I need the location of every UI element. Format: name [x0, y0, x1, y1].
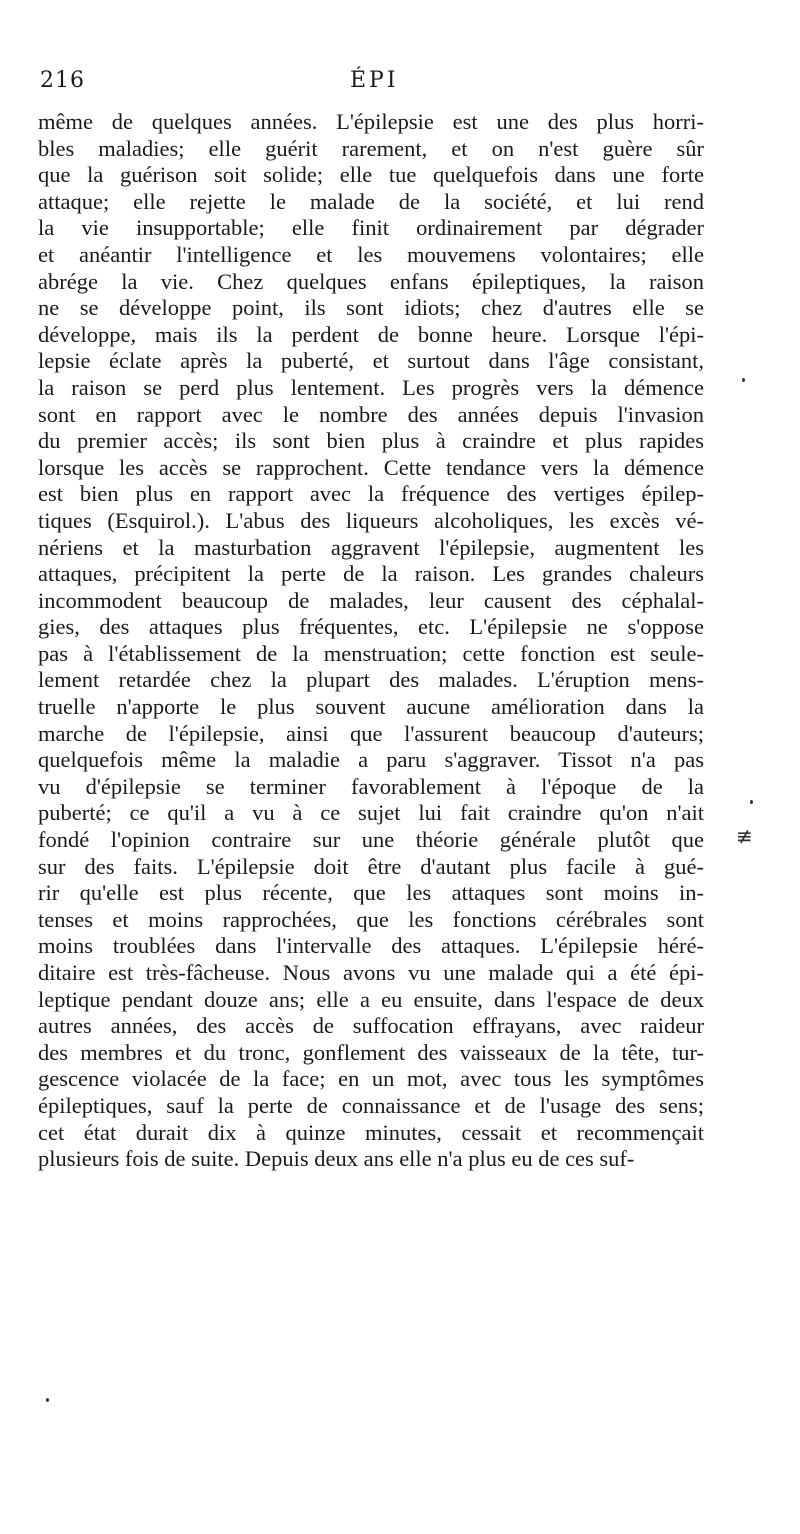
- ink-speck: [750, 800, 753, 804]
- text-line: leptique pendant douze ans; elle a eu ensuite, dans l'espace de deux: [38, 986, 704, 1012]
- text-line: autres années, des accès de suffocation effrayans, avec raideur: [38, 1013, 704, 1039]
- text-line: attaques, précipitent la perte de la raison. Les grandes chaleurs: [38, 561, 704, 587]
- text-line: épileptiques, sauf la perte de connaissance et de l'usage des sens;: [38, 1092, 704, 1118]
- text-line: abrége la vie. Chez quelques enfans épileptiques, la raison: [38, 268, 704, 294]
- text-line: moins troublées dans l'intervalle des attaques. L'épilepsie héré-: [38, 933, 704, 959]
- text-line: attaque; elle rejette le malade de la société, et lui rend: [38, 188, 704, 214]
- text-line: et anéantir l'intelligence et les mouvemens volontaires; elle: [38, 241, 704, 267]
- text-line: sur des faits. L'épilepsie doit être d'autant plus facile à gué-: [38, 853, 704, 879]
- text-line: même de quelques années. L'épilepsie est une des plus horri-: [38, 109, 704, 134]
- text-line: tiques (Esquirol.). L'abus des liqueurs alcoholiques, les excès vé-: [38, 507, 704, 533]
- ink-speck: [742, 378, 745, 382]
- text-line: fondé l'opinion contraire sur une théorie générale plutôt que: [38, 827, 704, 853]
- text-line: la raison se perd plus lentement. Les progrès vers la démence: [38, 374, 704, 400]
- text-line: bles maladies; elle guérit rarement, et on n'est guère sûr: [38, 135, 704, 161]
- text-line: incommodent beaucoup de malades, leur causent des céphalal-: [38, 587, 704, 613]
- text-line: lement retardée chez la plupart des malades. L'éruption mens-: [38, 667, 704, 693]
- text-line: truelle n'apporte le plus souvent aucune amélioration dans la: [38, 694, 704, 720]
- text-line: tenses et moins rapprochées, que les fonctions cérébrales sont: [38, 906, 704, 932]
- text-line: gies, des attaques plus fréquentes, etc. L'épilepsie ne s'oppose: [38, 614, 704, 640]
- text-line: du premier accès; ils sont bien plus à craindre et plus rapides: [38, 428, 704, 454]
- text-line: puberté; ce qu'il a vu à ce sujet lui fait craindre qu'on n'ait: [38, 800, 704, 826]
- text-line: des membres et du tronc, gonflement des vaisseaux de la tête, tur-: [38, 1039, 704, 1065]
- text-line: plusieurs fois de suite. Depuis deux ans elle n'a plus eu de ces suf-: [38, 1146, 635, 1172]
- text-line: marche de l'épilepsie, ainsi que l'assurent beaucoup d'auteurs;: [38, 720, 704, 746]
- text-line: sont en rapport avec le nombre des années depuis l'invasion: [38, 401, 704, 427]
- running-head-title: ÉPI: [350, 68, 399, 93]
- text-line: vu d'épilepsie se terminer favorablement à l'époque de la: [38, 773, 704, 799]
- text-line: développe, mais ils la perdent de bonne heure. Lorsque l'épi-: [38, 321, 704, 347]
- text-line: quelquefois même la maladie a paru s'aggraver. Tissot n'a pas: [38, 747, 704, 773]
- ink-speck: [46, 1398, 49, 1402]
- page-number: 216: [40, 68, 85, 93]
- text-line: nériens et la masturbation aggravent l'épilepsie, augmentent les: [38, 534, 704, 560]
- running-head: [40, 68, 720, 102]
- text-line: ne se développe point, ils sont idiots; chez d'autres elle se: [38, 295, 704, 321]
- text-line: que la guérison soit solide; elle tue quelquefois dans une forte: [38, 162, 704, 188]
- text-line: ditaire est très-fâcheuse. Nous avons vu une malade qui a été épi-: [38, 960, 704, 985]
- text-line: rir qu'elle est plus récente, que les attaques sont moins in-: [38, 880, 704, 906]
- text-line: lepsie éclate après la puberté, et surtout dans l'âge consistant,: [38, 348, 704, 374]
- body-text: [38, 109, 704, 1173]
- margin-mark: ≢: [736, 824, 753, 848]
- text-line: est bien plus en rapport avec la fréquence des vertiges épilep-: [38, 481, 704, 507]
- text-line: lorsque les accès se rapprochent. Cette tendance vers la démence: [38, 454, 704, 480]
- text-line: cet état durait dix à quinze minutes, cessait et recommençait: [38, 1119, 704, 1145]
- text-line: gescence violacée de la face; en un mot, avec tous les symptômes: [38, 1066, 704, 1092]
- text-line: pas à l'établissement de la menstruation; cette fonction est seule-: [38, 640, 704, 666]
- text-line: la vie insupportable; elle finit ordinairement par dégrader: [38, 215, 704, 241]
